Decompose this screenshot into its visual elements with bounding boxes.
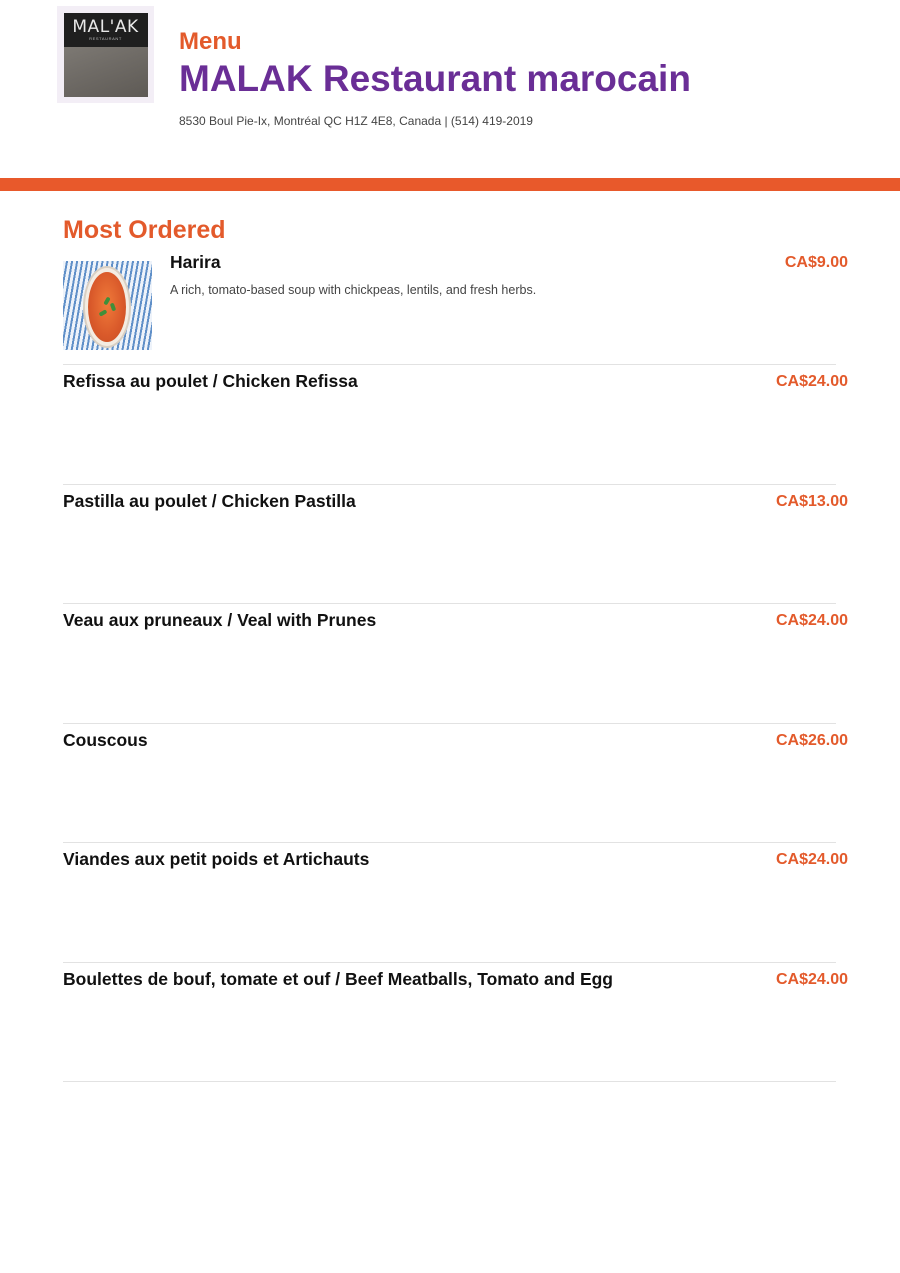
menu-item-price: CA$24.00 xyxy=(775,373,848,390)
menu-item-name: Boulettes de bouf, tomate et ouf / Beef Meatballs, Tomato and Egg xyxy=(63,969,613,989)
item-divider xyxy=(63,962,836,963)
item-divider xyxy=(63,484,836,485)
menu-header xyxy=(0,0,900,178)
menu-item-harira[interactable] xyxy=(63,252,848,352)
restaurant-logo-frame xyxy=(57,6,154,103)
menu-item-price: CA$24.00 xyxy=(775,612,848,629)
item-divider xyxy=(63,723,836,724)
item-divider xyxy=(63,364,836,365)
menu-item-price: CA$9.00 xyxy=(784,254,848,271)
menu-item[interactable] xyxy=(63,610,848,650)
logo-subtext: RESTAURANT xyxy=(89,35,122,41)
menu-item[interactable] xyxy=(63,730,848,770)
section-title: Most Ordered xyxy=(63,216,226,244)
menu-item-price: CA$26.00 xyxy=(775,732,848,749)
menu-item[interactable] xyxy=(63,849,848,889)
menu-label: Menu xyxy=(179,28,242,55)
menu-item-name: Refissa au poulet / Chicken Refissa xyxy=(63,371,358,391)
harira-photo xyxy=(63,261,152,350)
menu-item-name: Pastilla au poulet / Chicken Pastilla xyxy=(63,491,356,511)
logo-text: MAL'AK xyxy=(72,16,139,37)
menu-item[interactable] xyxy=(63,969,848,1009)
restaurant-name: MALAK Restaurant marocain xyxy=(179,58,691,99)
menu-item-price: CA$13.00 xyxy=(775,493,848,510)
menu-item-name: Harira xyxy=(170,252,221,272)
soup-graphic xyxy=(88,272,126,342)
restaurant-address: 8530 Boul Pie-Ix, Montréal QC H1Z 4E8, Canada | (514) 419-2019 xyxy=(179,114,533,128)
menu-item-price: CA$24.00 xyxy=(775,971,848,988)
menu-item-name: Viandes aux petit poids et Artichauts xyxy=(63,849,370,869)
menu-item-price: CA$24.00 xyxy=(775,851,848,868)
menu-item-description: A rich, tomato-based soup with chickpeas, lentils, and fresh herbs. xyxy=(170,283,537,297)
header-divider-band xyxy=(0,178,900,191)
item-divider xyxy=(63,842,836,843)
item-divider xyxy=(63,603,836,604)
restaurant-logo xyxy=(64,13,148,97)
menu-item[interactable] xyxy=(63,371,848,411)
menu-item[interactable] xyxy=(63,491,848,531)
menu-item-name: Veau aux pruneaux / Veal with Prunes xyxy=(63,610,377,630)
menu-item-name: Couscous xyxy=(63,730,148,750)
item-divider xyxy=(63,1081,836,1082)
